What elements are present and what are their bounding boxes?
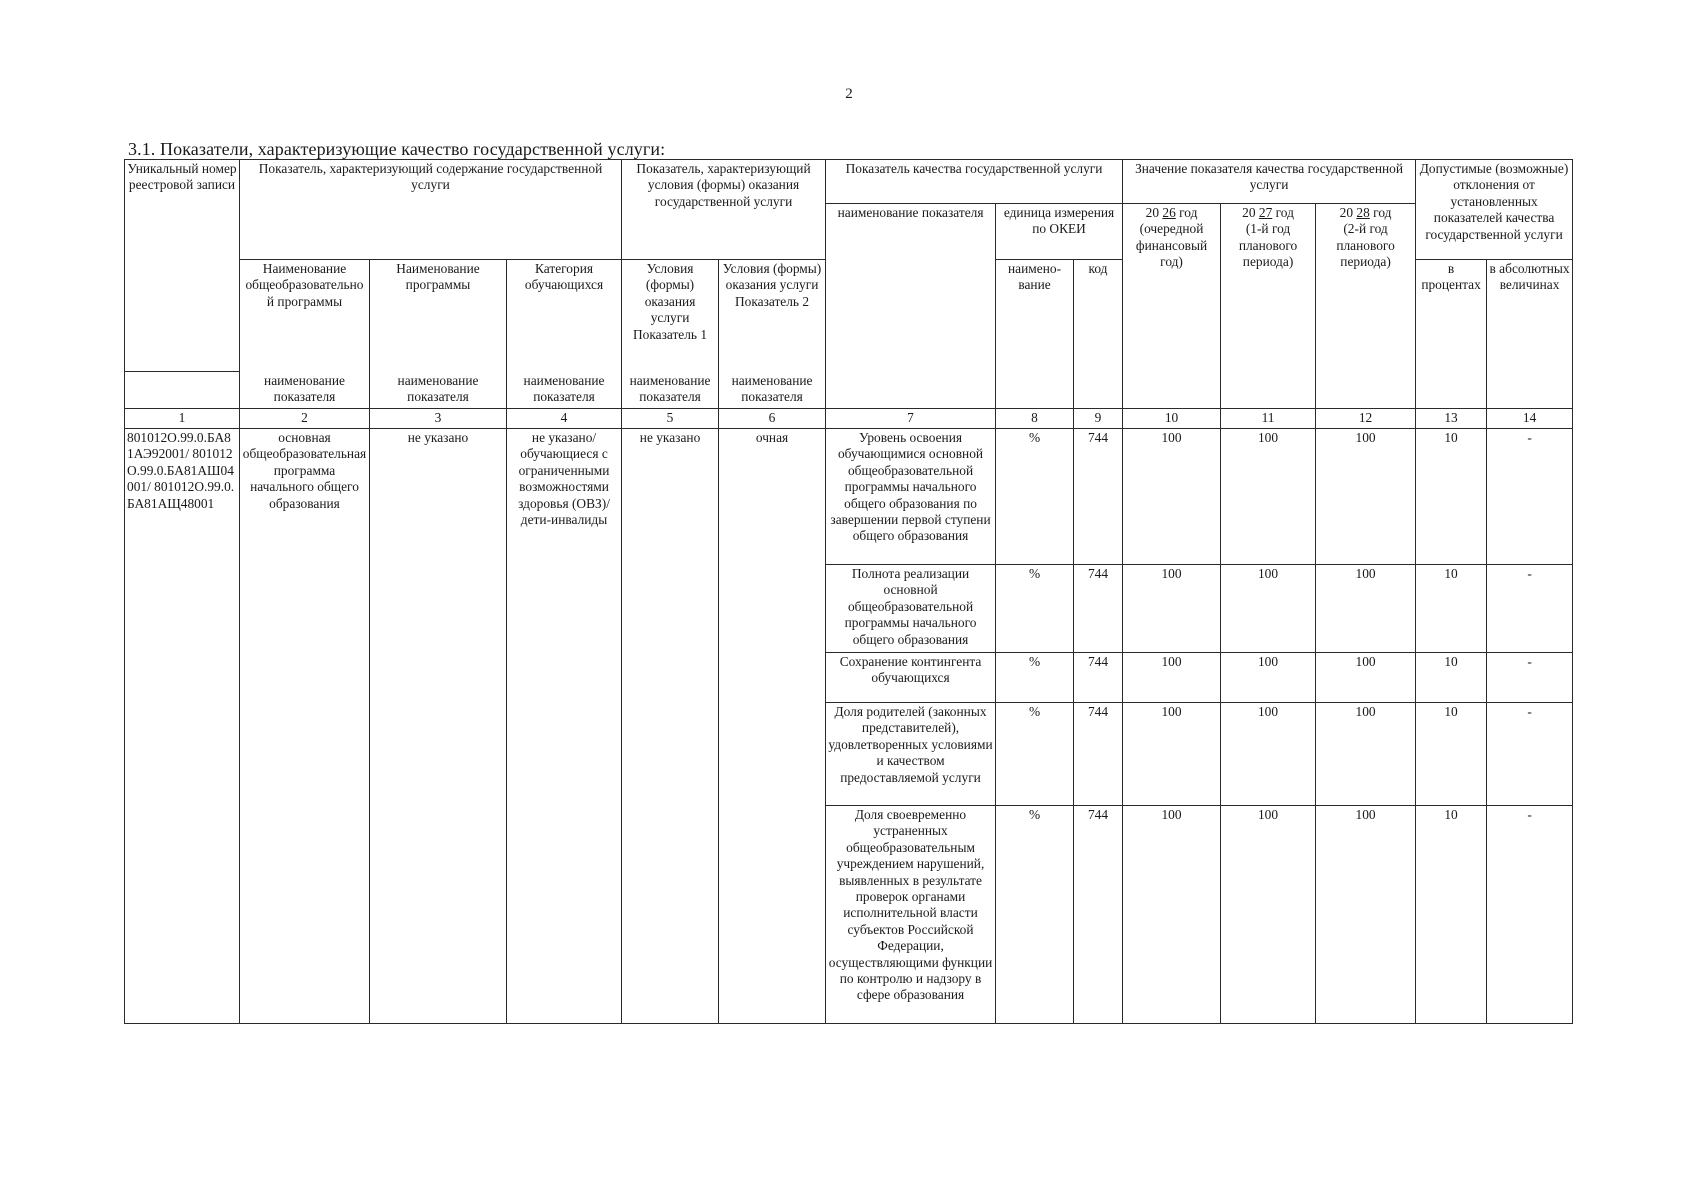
indicator-code: 744 xyxy=(1074,806,1123,1024)
service-program: не указано xyxy=(370,429,507,1024)
header-conditions-indicator: Показатель, характеризующий условия (формы) оказания государственной услуги xyxy=(622,160,826,260)
indicator-2026: 100 xyxy=(1123,806,1221,1024)
year-note: (2-й год планового периода) xyxy=(1336,221,1395,270)
year-number: 27 xyxy=(1258,205,1273,220)
column-number: 13 xyxy=(1416,409,1487,429)
indicator-absolute: - xyxy=(1487,565,1573,653)
table-row xyxy=(125,429,1573,565)
quality-indicators-table xyxy=(124,159,1573,1024)
column-number: 14 xyxy=(1487,409,1573,429)
header-year-2028 xyxy=(1316,204,1416,409)
year-note: (1-й год планового периода) xyxy=(1238,221,1298,270)
year-suffix: год xyxy=(1179,205,1198,220)
header-empty xyxy=(125,372,240,409)
indicator-unit: % xyxy=(996,429,1074,565)
header-content-indicator: Показатель, характеризующий содержание государственной услуги xyxy=(240,160,622,260)
column-number: 3 xyxy=(370,409,507,429)
column-number: 4 xyxy=(507,409,622,429)
indicator-unit: % xyxy=(996,703,1074,806)
header-condition-2: Условия (формы) оказания услуги Показатель 2 xyxy=(719,260,826,372)
indicator-2028: 100 xyxy=(1316,653,1416,703)
indicator-2028: 100 xyxy=(1316,565,1416,653)
indicator-2026: 100 xyxy=(1123,653,1221,703)
indicator-name: Полнота реализации основной общеобразовательной программы начального общего образования xyxy=(826,565,996,653)
indicator-absolute: - xyxy=(1487,703,1573,806)
header-year-2026 xyxy=(1123,204,1221,409)
header-unit: единица измерения по ОКЕИ xyxy=(996,204,1123,260)
indicator-2027: 100 xyxy=(1221,806,1316,1024)
year-note: (очередной финансовый год) xyxy=(1135,221,1208,270)
indicator-2027: 100 xyxy=(1221,565,1316,653)
header-indicator-name: наименование показателя xyxy=(826,204,996,409)
indicator-percent: 10 xyxy=(1416,806,1487,1024)
indicator-name: Доля своевременно устраненных общеобразовательным учреждением нарушений, выявленных в результате проверок органами исполнительной власти субъектов Российской Федерации, осуществляющими функции по контролю и надзору в сфере образования xyxy=(826,806,996,1024)
column-number: 8 xyxy=(996,409,1074,429)
header-sub-name-2: наименование показателя xyxy=(370,372,507,409)
header-sub-name-4: наименование показателя xyxy=(622,372,719,409)
indicator-code: 744 xyxy=(1074,703,1123,806)
indicator-absolute: - xyxy=(1487,653,1573,703)
indicator-name: Доля родителей (законных представителей), удовлетворенных условиями и качеством предоставляемой услуги xyxy=(826,703,996,806)
registry-numbers: 801012О.99.0.БА81АЭ92001/ 801012О.99.0.БА81АШ04001/ 801012О.99.0.БА81АЩ48001 xyxy=(125,429,240,1024)
column-number: 2 xyxy=(240,409,370,429)
column-number: 12 xyxy=(1316,409,1416,429)
service-condition-1: не указано xyxy=(622,429,719,1024)
indicator-2027: 100 xyxy=(1221,653,1316,703)
column-number: 9 xyxy=(1074,409,1123,429)
indicator-2027: 100 xyxy=(1221,703,1316,806)
indicator-name: Сохранение контингента обучающихся xyxy=(826,653,996,703)
year-suffix: год xyxy=(1373,205,1392,220)
header-student-category: Категория обучающихся xyxy=(507,260,622,372)
header-year-2027 xyxy=(1221,204,1316,409)
indicator-code: 744 xyxy=(1074,565,1123,653)
header-unit-name: наимено-вание xyxy=(996,260,1074,409)
indicator-percent: 10 xyxy=(1416,429,1487,565)
header-program-name: Наименование общеобразовательной программы xyxy=(240,260,370,372)
year-prefix: 20 xyxy=(1339,205,1354,220)
column-number: 10 xyxy=(1123,409,1221,429)
header-program: Наименование программы xyxy=(370,260,507,372)
indicator-unit: % xyxy=(996,565,1074,653)
indicator-2026: 100 xyxy=(1123,429,1221,565)
indicator-absolute: - xyxy=(1487,806,1573,1024)
year-number: 26 xyxy=(1162,205,1176,220)
indicator-percent: 10 xyxy=(1416,703,1487,806)
page-number: 2 xyxy=(845,86,853,102)
header-unique-number: Уникальный номер реестровой записи xyxy=(125,160,240,372)
indicator-2026: 100 xyxy=(1123,703,1221,806)
header-sub-name-1: наименование показателя xyxy=(240,372,370,409)
header-quality-indicator: Показатель качества государственной услуги xyxy=(826,160,1123,204)
indicator-unit: % xyxy=(996,653,1074,703)
header-absolute: в абсолютных величинах xyxy=(1487,260,1573,409)
service-category: не указано/ обучающиеся с ограниченными возможностями здоровья (ОВЗ)/ дети-инвалиды xyxy=(507,429,622,1024)
indicator-2028: 100 xyxy=(1316,703,1416,806)
column-number: 7 xyxy=(826,409,996,429)
header-unit-code: код xyxy=(1074,260,1123,409)
header-percent: в процентах xyxy=(1416,260,1487,409)
indicator-percent: 10 xyxy=(1416,653,1487,703)
indicator-code: 744 xyxy=(1074,653,1123,703)
indicator-absolute: - xyxy=(1487,429,1573,565)
header-condition-1: Условия (формы) оказания услуги Показатель 1 xyxy=(622,260,719,372)
indicator-percent: 10 xyxy=(1416,565,1487,653)
column-number: 5 xyxy=(622,409,719,429)
indicator-2028: 100 xyxy=(1316,806,1416,1024)
column-number: 6 xyxy=(719,409,826,429)
indicator-unit: % xyxy=(996,806,1074,1024)
indicator-2028: 100 xyxy=(1316,429,1416,565)
year-prefix: 20 xyxy=(1242,205,1256,220)
header-sub-name-5: наименование показателя xyxy=(719,372,826,409)
column-number: 1 xyxy=(125,409,240,429)
year-number: 28 xyxy=(1356,205,1370,220)
indicator-2027: 100 xyxy=(1221,429,1316,565)
service-program-name: основная общеобразовательная программа начального общего образования xyxy=(240,429,370,1024)
indicator-2026: 100 xyxy=(1123,565,1221,653)
indicator-code: 744 xyxy=(1074,429,1123,565)
year-prefix: 20 xyxy=(1145,205,1160,220)
column-numbers-row xyxy=(125,409,1573,429)
section-title: 3.1. Показатели, характеризующие качество государственной услуги: xyxy=(128,139,666,159)
column-number: 11 xyxy=(1221,409,1316,429)
indicator-name: Уровень освоения обучающимися основной общеобразовательной программы начального общего образования по завершении первой ступени общего образования xyxy=(826,429,996,565)
header-sub-name-3: наименование показателя xyxy=(507,372,622,409)
service-condition-2: очная xyxy=(719,429,826,1024)
header-quality-value: Значение показателя качества государственной услуги xyxy=(1123,160,1416,204)
year-suffix: год xyxy=(1275,205,1294,220)
header-deviations: Допустимые (возможные) отклонения от установленных показателей качества государственной услуги xyxy=(1416,160,1573,260)
